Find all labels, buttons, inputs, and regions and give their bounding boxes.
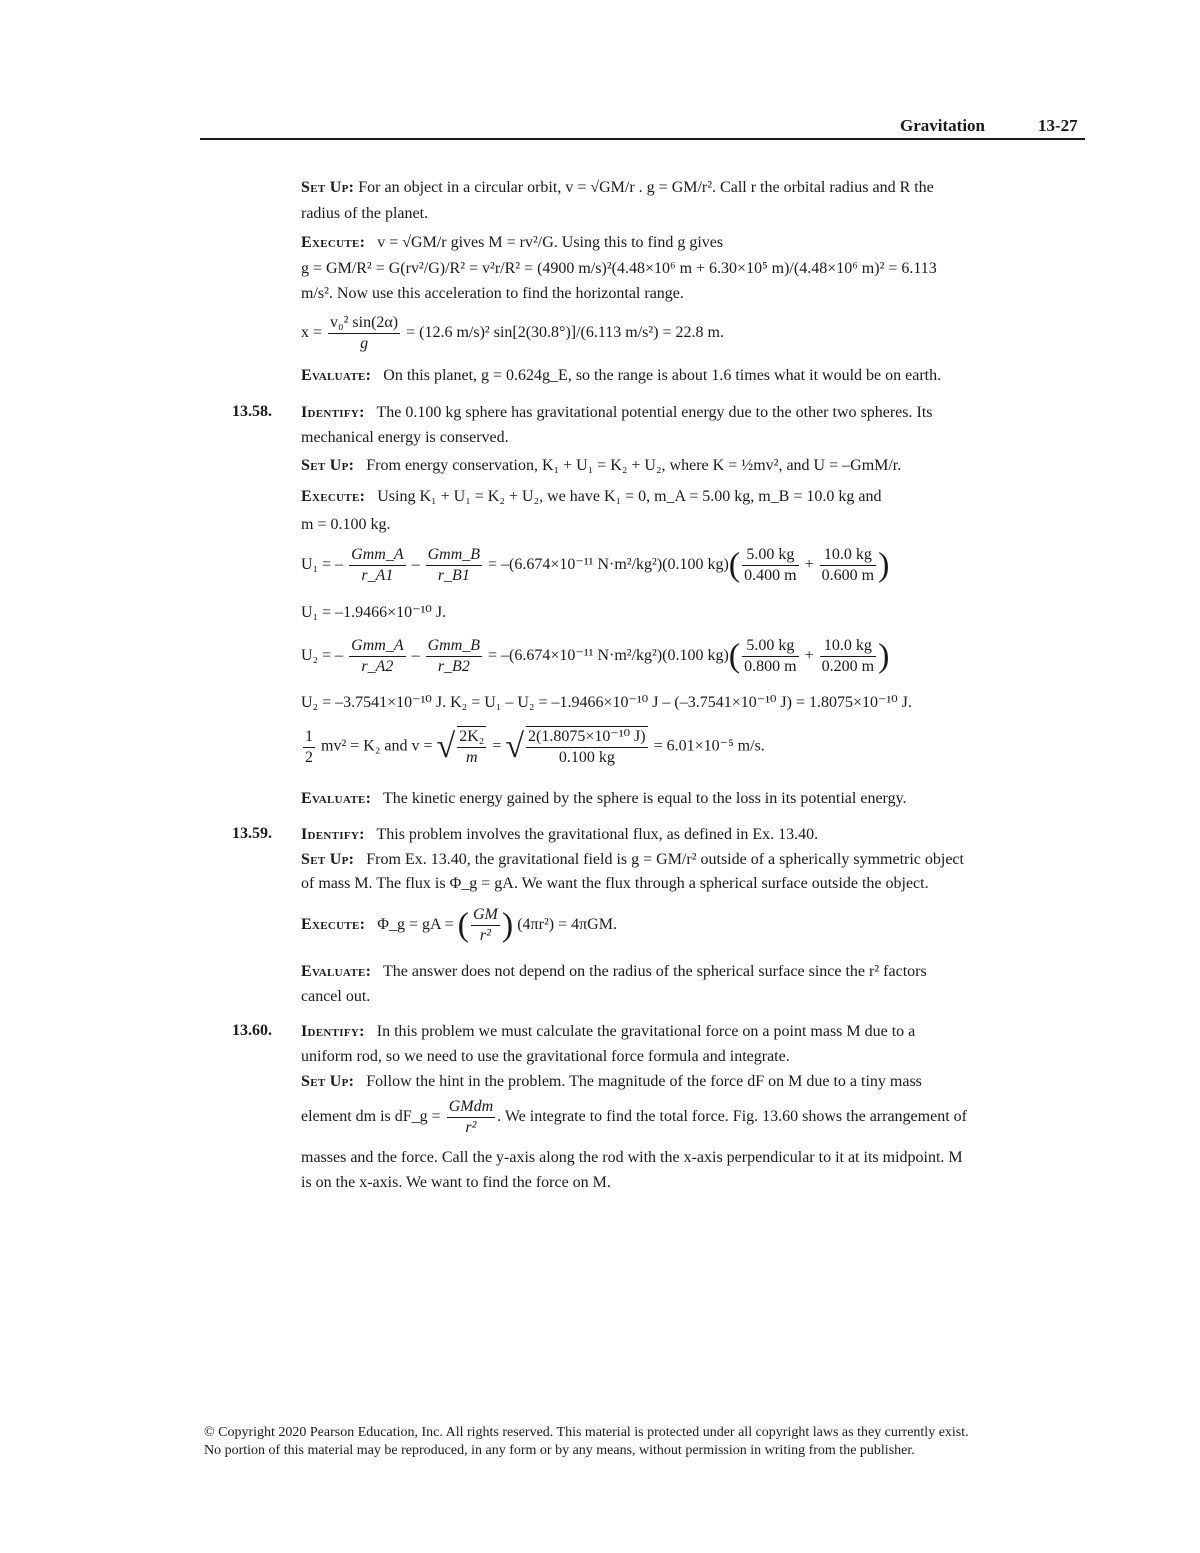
range-numerator: v₀² sin(2α) — [328, 313, 400, 334]
velocity-fraction-a-num: 2K₂ — [457, 727, 486, 748]
setup-label: Set Up: — [301, 179, 355, 196]
u1-fraction-a — [349, 545, 405, 586]
velocity-equation — [301, 726, 765, 768]
s60-setup-line4: is on the x-axis. We want to find the force on M. — [301, 1174, 611, 1191]
copyright-line1: © Copyright 2020 Pearson Education, Inc. All rights reserved. This material is protected under all copyright laws as they currently exist. — [204, 1425, 969, 1440]
s60-identify-line1: In this problem we must calculate the gravitational force on a point mass M due to a — [376, 1023, 916, 1040]
flux-denominator: r² — [479, 927, 491, 944]
u1-fraction-d — [820, 545, 876, 586]
evaluate-label: Evaluate: — [301, 963, 372, 980]
left-paren: ( — [728, 546, 741, 584]
s59-setup-line1: From Ex. 13.40, the gravitational field is g = GM/r² outside of a spherically symmetric object — [366, 851, 964, 868]
s59-evaluate — [301, 959, 927, 985]
s58-evaluate — [301, 786, 907, 812]
setup-label: Set Up: — [301, 1073, 355, 1090]
evaluate-label: Evaluate: — [301, 790, 372, 807]
u1-fraction-b-num: Gmm_B — [426, 545, 482, 566]
force-fraction — [447, 1097, 495, 1138]
s60-setup-line3: masses and the force. Call the y-axis along the rod with the x-axis perpendicular to it at its midpoint. M — [301, 1149, 963, 1166]
s59-evaluate-line2: cancel out. — [301, 988, 371, 1005]
s60-identify-line2: uniform rod, so we need to use the gravitational force formula and integrate. — [301, 1048, 790, 1065]
velocity-fraction-a-den: m — [465, 749, 478, 766]
velocity-result: = 6.01×10⁻⁵ m/s. — [653, 737, 765, 755]
s59-identify-text: This problem involves the gravitational flux, as defined in Ex. 13.40. — [376, 826, 819, 843]
page-number: 13-27 — [1038, 116, 1078, 135]
s58-setup-text: From energy conservation, K₁ + U₁ = K₂ + U₂, where K = ½mv², and U = –GmM/r. — [366, 457, 902, 474]
velocity-fraction-b-den: 0.100 kg — [558, 749, 615, 766]
u1-fraction-c-den: 0.400 m — [744, 567, 797, 584]
s60-identify — [301, 1019, 915, 1045]
u1-fraction-a-num: Gmm_A — [349, 545, 405, 566]
u1-equation — [301, 545, 889, 586]
flux-fraction — [471, 905, 500, 946]
velocity-fraction-b — [526, 726, 648, 768]
s57-execute — [301, 230, 723, 256]
left-paren: ( — [457, 906, 469, 944]
u1-fraction-c-num: 5.00 kg — [742, 545, 798, 566]
s59-execute — [301, 905, 617, 946]
u2-equation — [301, 636, 889, 677]
force-numerator: GMdm — [447, 1097, 495, 1118]
half-num: 1 — [303, 727, 315, 748]
u1-lhs: U₁ = – — [301, 556, 344, 574]
s59-setup-line2: of mass M. The flux is Φ_g = gA. We want the flux through a spherical surface outside the object. — [301, 875, 929, 892]
setup-label: Set Up: — [301, 457, 355, 474]
u2-middle: = –(6.674×10⁻¹¹ N·m²/kg²)(0.100 kg) — [488, 647, 729, 665]
u2-fraction-c-num: 5.00 kg — [742, 636, 798, 657]
s58-identify — [301, 400, 932, 426]
velocity-equals: = — [492, 737, 502, 755]
velocity-middle: mv² = K₂ and v = — [321, 737, 433, 755]
u2-fraction-c — [742, 636, 798, 677]
s57-evaluate — [301, 363, 941, 389]
u1-fraction-b — [426, 545, 482, 586]
s60-setup-line1: Follow the hint in the problem. The magnitude of the force dF on M due to a tiny mass — [366, 1073, 922, 1090]
s57-setup-line1: For an object in a circular orbit, v = √GM/r . g = GM/r². Call r the orbital radius and R the — [358, 179, 934, 196]
u1-fraction-d-den: 0.600 m — [821, 567, 875, 584]
u1-fraction-c — [742, 545, 798, 586]
s57-execute-line3: m/s². Now use this acceleration to find the horizontal range. — [301, 285, 684, 302]
identify-label: Identify: — [301, 826, 365, 843]
execute-label: Execute: — [301, 916, 366, 934]
right-paren: ) — [501, 906, 514, 944]
s60-setup-line2b: . We integrate to find the total force. Fig. 13.60 shows the arrangement of — [497, 1108, 967, 1126]
velocity-fraction-a — [457, 726, 486, 768]
u1-middle: = –(6.674×10⁻¹¹ N·m²/kg²)(0.100 kg) — [488, 556, 729, 574]
u1-result: U₁ = –1.9466×10⁻¹⁰ J. — [301, 604, 447, 621]
right-paren: ) — [878, 546, 890, 584]
sqrt-icon: √ — [436, 728, 456, 765]
s57-setup-line2: radius of the planet. — [301, 205, 429, 222]
s58-setup — [301, 453, 901, 479]
s57-range-equation — [301, 313, 724, 354]
range-fraction — [328, 313, 400, 354]
s60-setup — [301, 1069, 922, 1095]
s57-execute-line2: g = GM/R² = G(rv²/G)/R² = v²r/R² = (4900 m/s)²(4.48×10⁶ m + 6.30×10⁵ m)/(4.48×10⁶ m)² = 6.113 — [301, 260, 937, 277]
u2-fraction-a-den: r_A2 — [361, 658, 394, 675]
u1-fraction-b-den: r_B1 — [437, 567, 470, 584]
velocity-fraction-b-num: 2(1.8075×10⁻¹⁰ J) — [526, 727, 648, 748]
force-denominator: r² — [465, 1119, 477, 1136]
s59-evaluate-line1: The answer does not depend on the radius of the spherical surface since the r² factors — [382, 963, 927, 980]
s60-setup-line2a: element dm is dF_g = — [301, 1108, 441, 1126]
half-fraction — [303, 727, 315, 768]
flux-lhs: Φ_g = gA = — [377, 916, 454, 934]
problem-number: 13.58. — [232, 403, 272, 420]
identify-label: Identify: — [301, 404, 365, 421]
problem-number: 13.59. — [232, 825, 272, 842]
u2-fraction-b-den: r_B2 — [437, 658, 470, 675]
u2-lhs: U₂ = – — [301, 647, 344, 665]
u2-minus: – — [411, 647, 420, 665]
range-rhs: = (12.6 m/s)² sin[2(30.8°)]/(6.113 m/s²) = 22.8 m. — [406, 324, 724, 342]
s60-setup-line2 — [301, 1097, 967, 1138]
u2-fraction-b — [426, 636, 482, 677]
u2-fraction-d-num: 10.0 kg — [820, 636, 876, 657]
running-title: Gravitation — [900, 116, 985, 135]
s58-evaluate-text: The kinetic energy gained by the sphere is equal to the loss in its potential energy. — [382, 790, 907, 807]
s59-identify — [301, 822, 818, 848]
s57-evaluate-text: On this planet, g = 0.624g_E, so the range is about 1.6 times what it would be on earth. — [383, 367, 942, 384]
flux-rhs: (4πr²) = 4πGM. — [517, 916, 617, 934]
u2-fraction-d — [820, 636, 876, 677]
s59-setup — [301, 847, 964, 873]
range-denominator: g — [360, 335, 369, 352]
u2-fraction-a — [349, 636, 405, 677]
range-lhs: x = — [301, 324, 323, 342]
u2-result: U₂ = –3.7541×10⁻¹⁰ J. K₂ = U₁ – U₂ = –1.9466×10⁻¹⁰ J – (–3.7541×10⁻¹⁰ J) = 1.8075×10⁻¹⁰ J. — [301, 694, 912, 711]
flux-numerator: GM — [471, 905, 500, 926]
u2-fraction-c-den: 0.800 m — [744, 658, 797, 675]
u2-fraction-d-den: 0.200 m — [821, 658, 875, 675]
u1-minus: – — [411, 556, 420, 574]
s58-identify-line1: The 0.100 kg sphere has gravitational potential energy due to the other two spheres. Its — [376, 404, 933, 421]
s57-setup — [301, 175, 934, 201]
header-rule — [200, 138, 1085, 140]
right-paren: ) — [878, 637, 890, 675]
u2-fraction-a-num: Gmm_A — [349, 636, 405, 657]
execute-label: Execute: — [301, 234, 366, 251]
problem-number: 13.60. — [232, 1022, 272, 1039]
sqrt-icon: √ — [505, 728, 525, 765]
identify-label: Identify: — [301, 1023, 365, 1040]
copyright-line2: No portion of this material may be reproduced, in any form or by any means, without permission in writing from the publisher. — [204, 1443, 915, 1458]
execute-label: Execute: — [301, 488, 366, 505]
u1-fraction-a-den: r_A1 — [361, 567, 394, 584]
s58-identify-line2: mechanical energy is conserved. — [301, 429, 509, 446]
u1-fraction-d-num: 10.0 kg — [820, 545, 876, 566]
u2-fraction-b-num: Gmm_B — [426, 636, 482, 657]
u2-plus: + — [804, 647, 814, 665]
setup-label: Set Up: — [301, 851, 355, 868]
s57-execute-line1: v = √GM/r gives M = rv²/G. Using this to find g gives — [377, 234, 724, 251]
half-den: 2 — [305, 748, 313, 766]
s58-execute-line2: m = 0.100 kg. — [301, 516, 391, 533]
evaluate-label: Evaluate: — [301, 367, 372, 384]
u1-plus: + — [804, 556, 814, 574]
s58-execute — [301, 484, 881, 510]
s58-execute-line1: Using K₁ + U₁ = K₂ + U₂, we have K₁ = 0, m_A = 5.00 kg, m_B = 10.0 kg and — [377, 488, 882, 505]
left-paren: ( — [728, 637, 741, 675]
